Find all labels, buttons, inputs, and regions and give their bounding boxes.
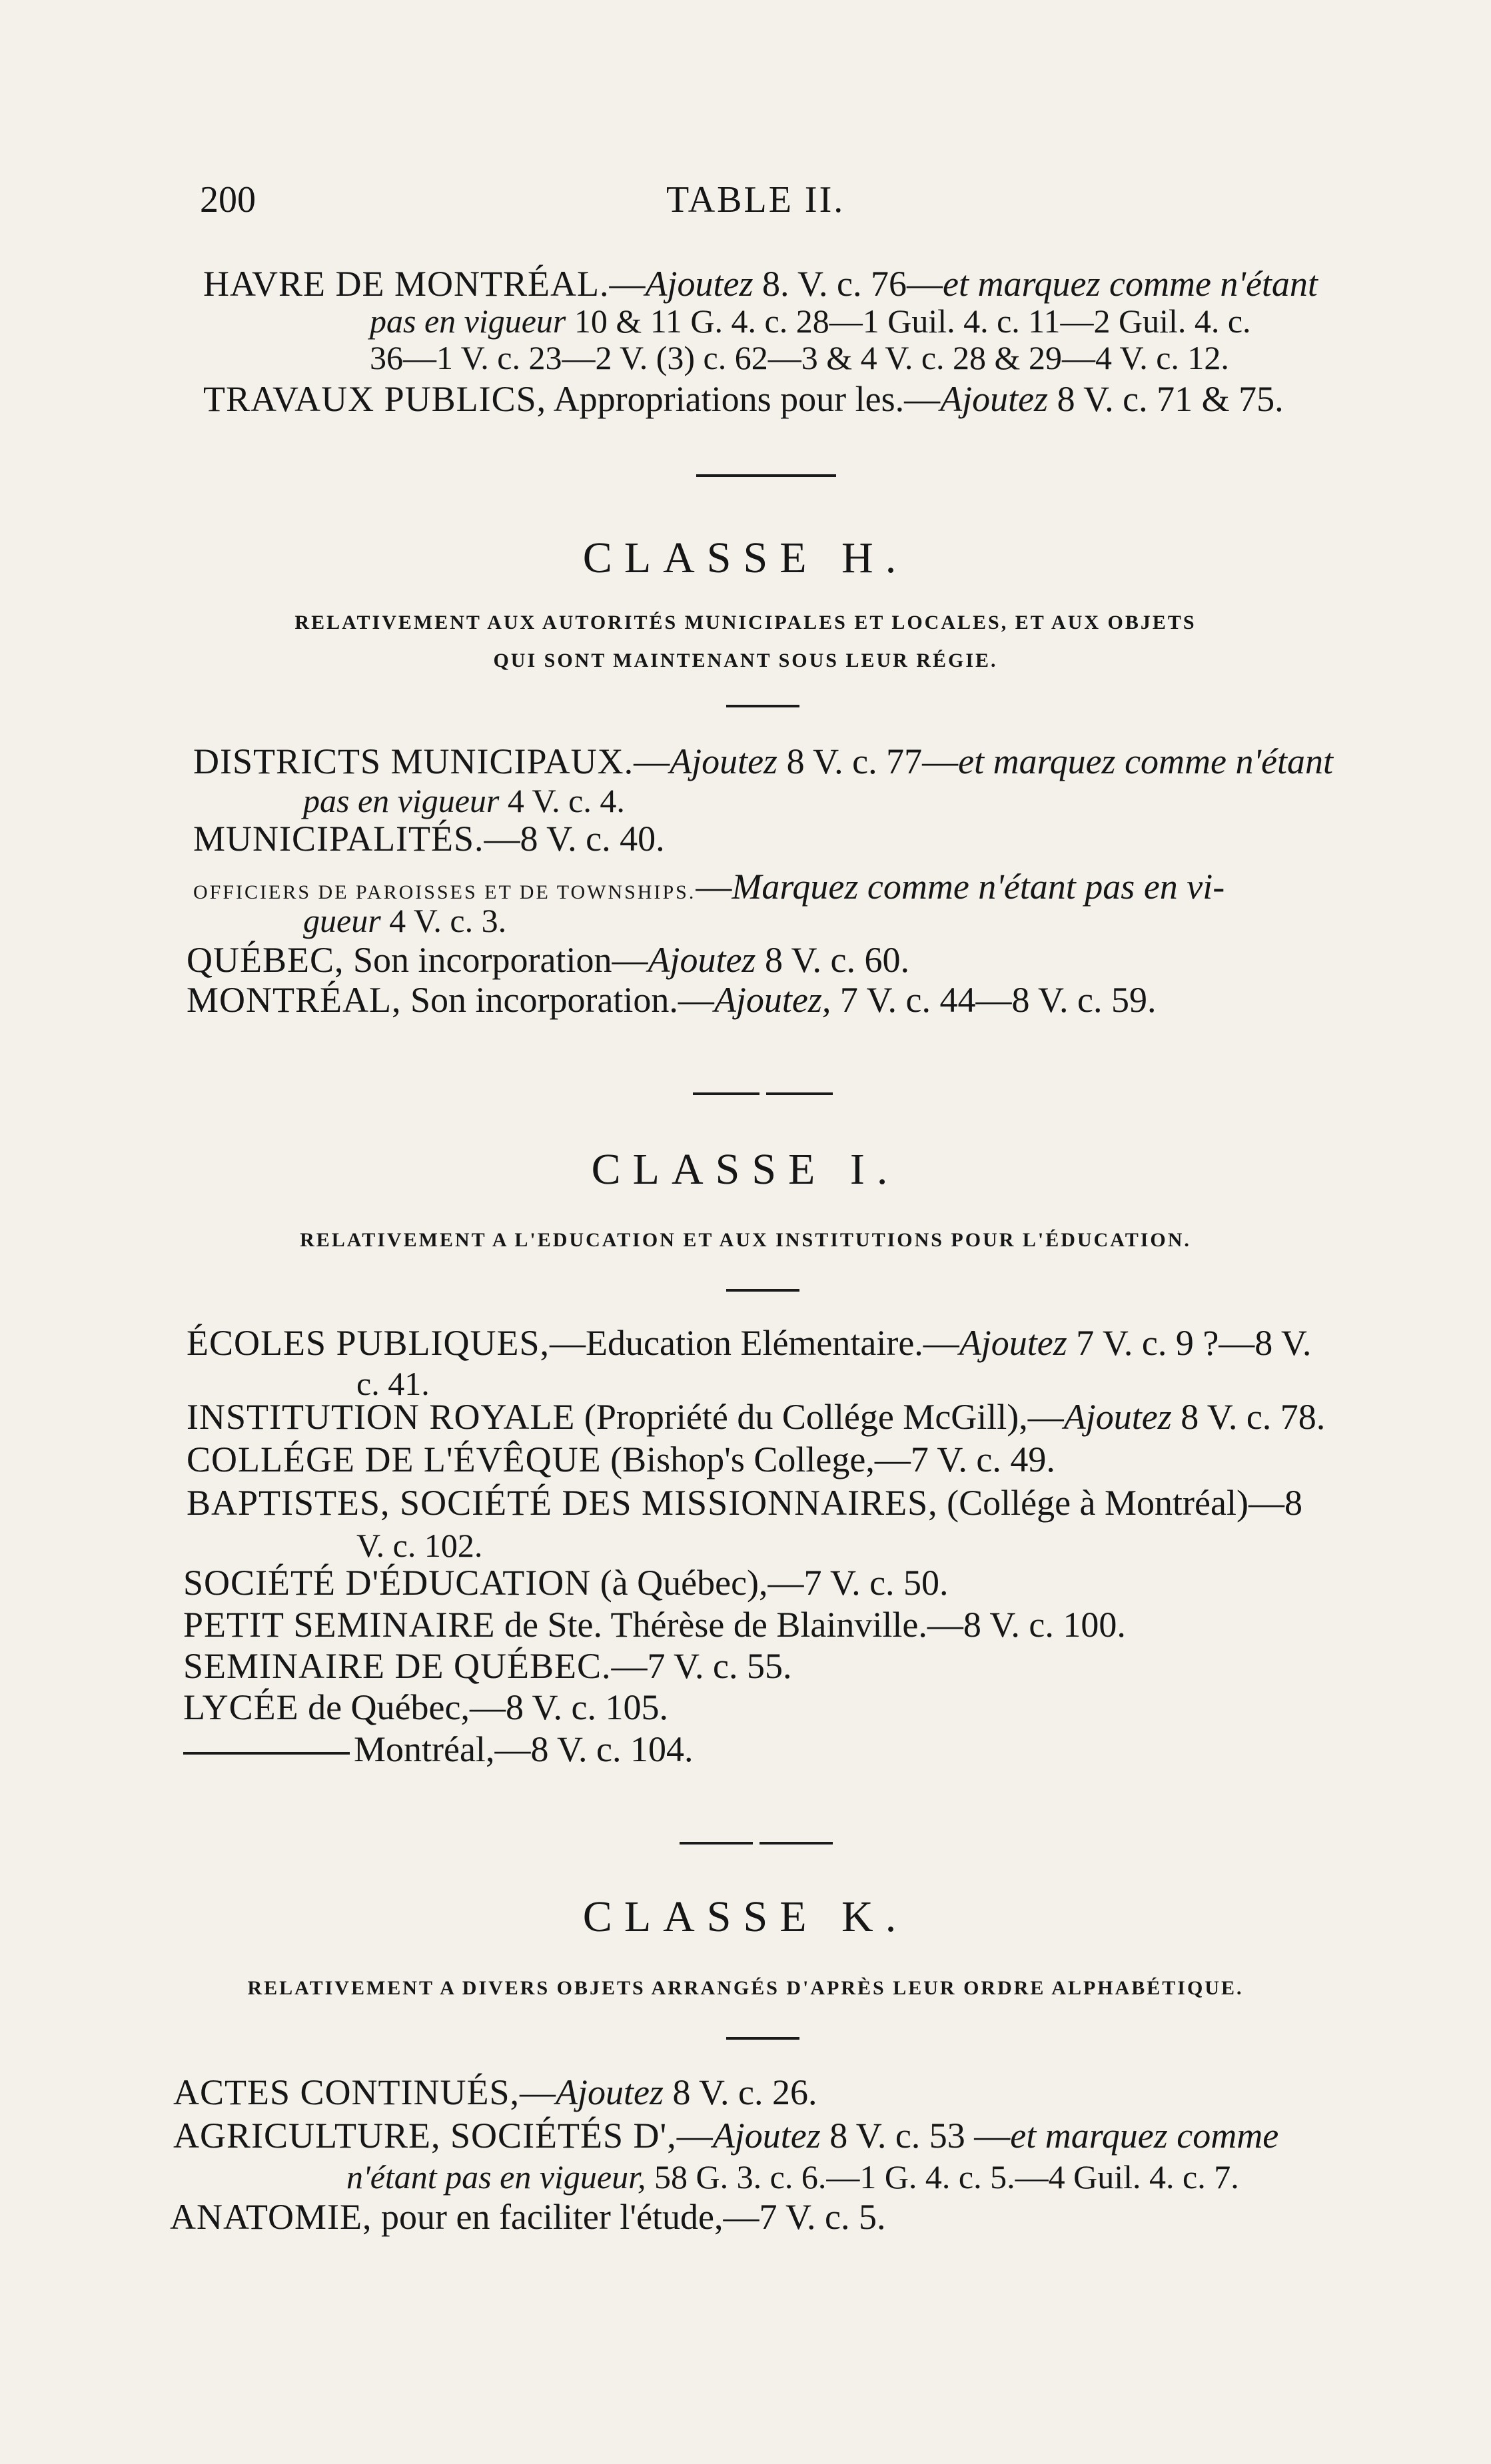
entry-continuation: c. 41. xyxy=(356,1365,430,1402)
class-i-title: CLASSE I. xyxy=(591,1145,900,1194)
entry-baptistes: BAPTISTES, SOCIÉTÉ DES MISSIONNAIRES, (Collége à Montréal)—8 xyxy=(187,1483,1302,1523)
section-rule xyxy=(726,2037,799,2040)
class-i-subtitle: RELATIVEMENT A L'EDUCATION ET AUX INSTITUTIONS POUR L'ÉDUCATION. xyxy=(300,1229,1191,1251)
section-rule xyxy=(696,474,836,477)
section-rule xyxy=(726,1289,799,1292)
running-head: TABLE II. xyxy=(666,179,845,220)
entry-ecoles-publiques: ÉCOLES PUBLIQUES,—Education Elémentaire.—Ajoutez 7 V. c. 9 ?—8 V. xyxy=(187,1323,1312,1363)
entry-anatomie: ANATOMIE, pour en faciliter l'étude,—7 V. c. 5. xyxy=(170,2197,886,2237)
entry-continuation: 36—1 V. c. 23—2 V. (3) c. 62—3 & 4 V. c. 28 & 29—4 V. c. 12. xyxy=(370,339,1229,376)
class-h-subtitle: QUI SONT MAINTENANT SOUS LEUR RÉGIE. xyxy=(493,649,998,671)
entry-lycee: LYCÉE de Québec,—8 V. c. 105. xyxy=(183,1687,668,1727)
entry-continuation: pas en vigueur 10 & 11 G. 4. c. 28—1 Guil. 4. c. 11—2 Guil. 4. c. xyxy=(370,302,1251,340)
entry-continuation: gueur 4 V. c. 3. xyxy=(303,902,507,939)
entry-travaux-publics: TRAVAUX PUBLICS, Appropriations pour les.—Ajoutez 8 V. c. 71 & 75. xyxy=(203,379,1284,419)
entry-societe-deducation: SOCIÉTÉ D'ÉDUCATION (à Québec),—7 V. c. 50. xyxy=(183,1563,949,1603)
class-h-title: CLASSE H. xyxy=(582,534,909,582)
entry-districts-municipaux: DISTRICTS MUNICIPAUX.—Ajoutez 8 V. c. 77—et marquez comme n'étant xyxy=(193,741,1334,781)
entry-havre-de-montreal: HAVRE DE MONTRÉAL.—Ajoutez 8. V. c. 76—et marquez comme n'étant xyxy=(203,264,1318,304)
class-k-title: CLASSE K. xyxy=(582,1892,909,1941)
entry-municipalites: MUNICIPALITÉS.—8 V. c. 40. xyxy=(193,819,665,859)
section-rule xyxy=(726,705,799,707)
entry-petit-seminaire: PETIT SEMINAIRE de Ste. Thérèse de Blainville.—8 V. c. 100. xyxy=(183,1605,1126,1645)
entry-agriculture-societes: AGRICULTURE, SOCIÉTÉS D',—Ajoutez 8 V. c. 53 —et marquez comme xyxy=(173,2116,1279,2156)
entry-continuation: n'étant pas en vigueur, 58 G. 3. c. 6.—1 G. 4. c. 5.—4 Guil. 4. c. 7. xyxy=(346,2158,1239,2196)
entry-seminaire-de-quebec: SEMINAIRE DE QUÉBEC.—7 V. c. 55. xyxy=(183,1646,792,1686)
entry-quebec: QUÉBEC, Son incorporation—Ajoutez 8 V. c. 60. xyxy=(187,940,909,980)
entry-college-de-leveque: COLLÉGE DE L'ÉVÊQUE (Bishop's College,—7 V. c. 49. xyxy=(187,1439,1055,1479)
entry-continuation: pas en vigueur 4 V. c. 4. xyxy=(303,782,625,819)
entry-actes-continues: ACTES CONTINUÉS,—Ajoutez 8 V. c. 26. xyxy=(173,2072,817,2112)
entry-montreal: MONTRÉAL, Son incorporation.—Ajoutez, 7 V. c. 44—8 V. c. 59. xyxy=(187,980,1157,1020)
section-rule xyxy=(680,1842,753,1845)
section-rule xyxy=(766,1092,833,1095)
entry-continuation: V. c. 102. xyxy=(356,1527,483,1564)
entry-institution-royale: INSTITUTION ROYALE (Propriété du Collége McGill),—Ajoutez 8 V. c. 78. xyxy=(187,1397,1326,1437)
ditto-dash xyxy=(183,1752,350,1755)
page-number: 200 xyxy=(200,179,256,220)
entry-lycee-montreal: Montréal,—8 V. c. 104. xyxy=(183,1729,693,1770)
class-k-subtitle: RELATIVEMENT A DIVERS OBJETS ARRANGÉS D'APRÈS LEUR ORDRE ALPHABÉTIQUE. xyxy=(247,1977,1244,1999)
entry-officiers-de-paroisses: OFFICIERS DE PAROISSES ET DE TOWNSHIPS.—Marquez comme n'étant pas en vi- xyxy=(193,867,1225,907)
class-h-subtitle: RELATIVEMENT AUX AUTORITÉS MUNICIPALES ET LOCALES, ET AUX OBJETS xyxy=(294,612,1197,633)
section-rule xyxy=(759,1842,833,1845)
section-rule xyxy=(693,1092,759,1095)
